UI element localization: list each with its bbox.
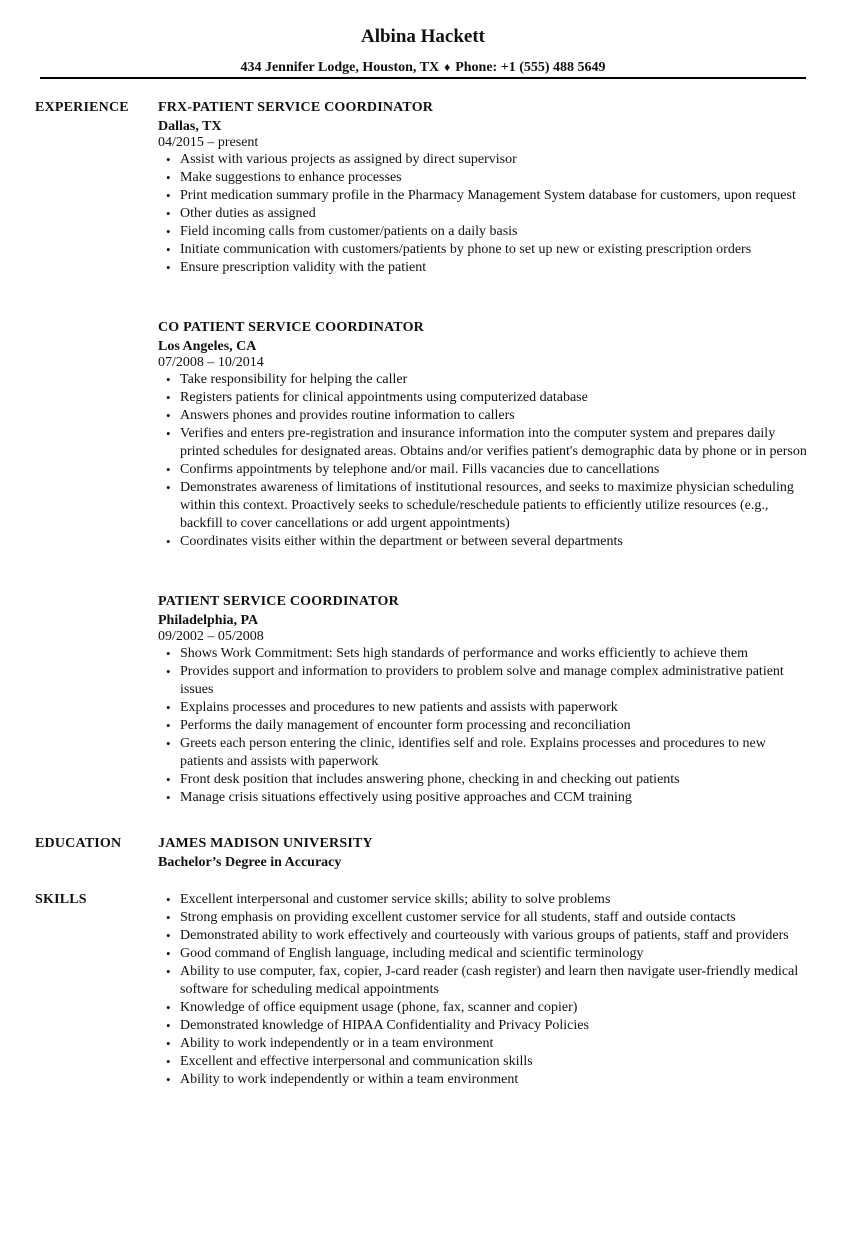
header-divider bbox=[40, 77, 806, 79]
job-bullets bbox=[158, 645, 810, 807]
list-item: • Performs the daily management of encounter form processing and reconciliation bbox=[180, 717, 810, 735]
list-item: • Front desk position that includes answering phone, checking in and checking out patients bbox=[180, 771, 810, 789]
list-item: • Answers phones and provides routine information to callers bbox=[180, 407, 810, 425]
school-name: JAMES MADISON UNIVERSITY bbox=[158, 836, 373, 851]
diamond-separator-icon: ♦ bbox=[444, 60, 451, 74]
list-item: • Ability to work independently or within a team environment bbox=[180, 1071, 810, 1089]
list-item: • Knowledge of office equipment usage (phone, fax, scanner and copier) bbox=[180, 999, 810, 1017]
list-item: • Good command of English language, including medical and scientific terminology bbox=[180, 945, 810, 963]
list-item: • Shows Work Commitment: Sets high standards of performance and works efficiently to achieve them bbox=[180, 645, 810, 663]
list-item: • Provides support and information to providers to problem solve and manage complex administrative patient issues bbox=[180, 663, 810, 699]
skills-list bbox=[158, 891, 810, 1089]
list-item: • Demonstrated ability to work effectively and courteously with various groups of patients, staff and providers bbox=[180, 927, 810, 945]
job-location: Dallas, TX bbox=[158, 119, 222, 134]
list-item: • Coordinates visits either within the department or between several departments bbox=[180, 533, 810, 551]
list-item: • Other duties as assigned bbox=[180, 205, 810, 223]
job-dates: 09/2002 – 05/2008 bbox=[158, 629, 264, 644]
skills-block bbox=[158, 891, 810, 1089]
phone: Phone: +1 (555) 488 5649 bbox=[455, 60, 606, 75]
list-item: • Registers patients for clinical appointments using computerized database bbox=[180, 389, 810, 407]
list-item: • Make suggestions to enhance processes bbox=[180, 169, 810, 187]
list-item: • Strong emphasis on providing excellent customer service for all students, staff and outside contacts bbox=[180, 909, 810, 927]
list-item: • Explains processes and procedures to new patients and assists with paperwork bbox=[180, 699, 810, 717]
list-item: • Excellent and effective interpersonal and communication skills bbox=[180, 1053, 810, 1071]
job-3 bbox=[158, 593, 810, 807]
list-item: • Field incoming calls from customer/patients on a daily basis bbox=[180, 223, 810, 241]
resume-name: Albina Hackett bbox=[360, 26, 486, 47]
list-item: • Take responsibility for helping the caller bbox=[180, 371, 810, 389]
job-title: PATIENT SERVICE COORDINATOR bbox=[158, 594, 399, 609]
address: 434 Jennifer Lodge, Houston, TX bbox=[240, 60, 440, 75]
list-item: • Greets each person entering the clinic, identifies self and role. Explains processes and procedures to new patients and assists with paperwork bbox=[180, 735, 810, 771]
list-item: • Manage crisis situations effectively using positive approaches and CCM training bbox=[180, 789, 810, 807]
job-bullets bbox=[158, 151, 810, 277]
job-dates: 04/2015 – present bbox=[158, 135, 259, 150]
job-location: Philadelphia, PA bbox=[158, 613, 259, 628]
list-item: • Excellent interpersonal and customer service skills; ability to solve problems bbox=[180, 891, 810, 909]
contact-line bbox=[0, 58, 846, 77]
list-item: • Demonstrated knowledge of HIPAA Confidentiality and Privacy Policies bbox=[180, 1017, 810, 1035]
list-item: • Ensure prescription validity with the patient bbox=[180, 259, 810, 277]
degree: Bachelor’s Degree in Accuracy bbox=[158, 855, 342, 870]
section-label-education: EDUCATION bbox=[35, 836, 122, 851]
list-item: • Print medication summary profile in the Pharmacy Management System database for customers, upon request bbox=[180, 187, 810, 205]
job-2 bbox=[158, 319, 810, 551]
section-label-skills: SKILLS bbox=[35, 892, 87, 907]
list-item: • Ability to work independently or in a team environment bbox=[180, 1035, 810, 1053]
section-label-experience: EXPERIENCE bbox=[35, 100, 129, 115]
job-bullets bbox=[158, 371, 810, 551]
job-title: CO PATIENT SERVICE COORDINATOR bbox=[158, 320, 424, 335]
job-location: Los Angeles, CA bbox=[158, 339, 257, 354]
job-dates: 07/2008 – 10/2014 bbox=[158, 355, 264, 370]
list-item: • Verifies and enters pre-registration and insurance information into the computer system and prepares daily printed schedules for designated areas. Obtains and/or verifies patient's demographic data by phone or in person bbox=[180, 425, 810, 461]
list-item: • Ability to use computer, fax, copier, J-card reader (cash register) and learn then navigate user-friendly medical software for scheduling medical appointments bbox=[180, 963, 810, 999]
job-1 bbox=[158, 99, 810, 277]
list-item: • Assist with various projects as assigned by direct supervisor bbox=[180, 151, 810, 169]
list-item: • Initiate communication with customers/patients by phone to set up new or existing prescription orders bbox=[180, 241, 810, 259]
job-title: FRX-PATIENT SERVICE COORDINATOR bbox=[158, 100, 434, 115]
education-block bbox=[158, 835, 810, 871]
list-item: • Demonstrates awareness of limitations of institutional resources, and seeks to maximize physician scheduling within this context. Proactively seeks to schedule/reschedule patients to efficiently utilize resources (e.g., backfill to cover cancellations or add urgent appointments) bbox=[180, 479, 810, 533]
list-item: • Confirms appointments by telephone and/or mail. Fills vacancies due to cancellations bbox=[180, 461, 810, 479]
